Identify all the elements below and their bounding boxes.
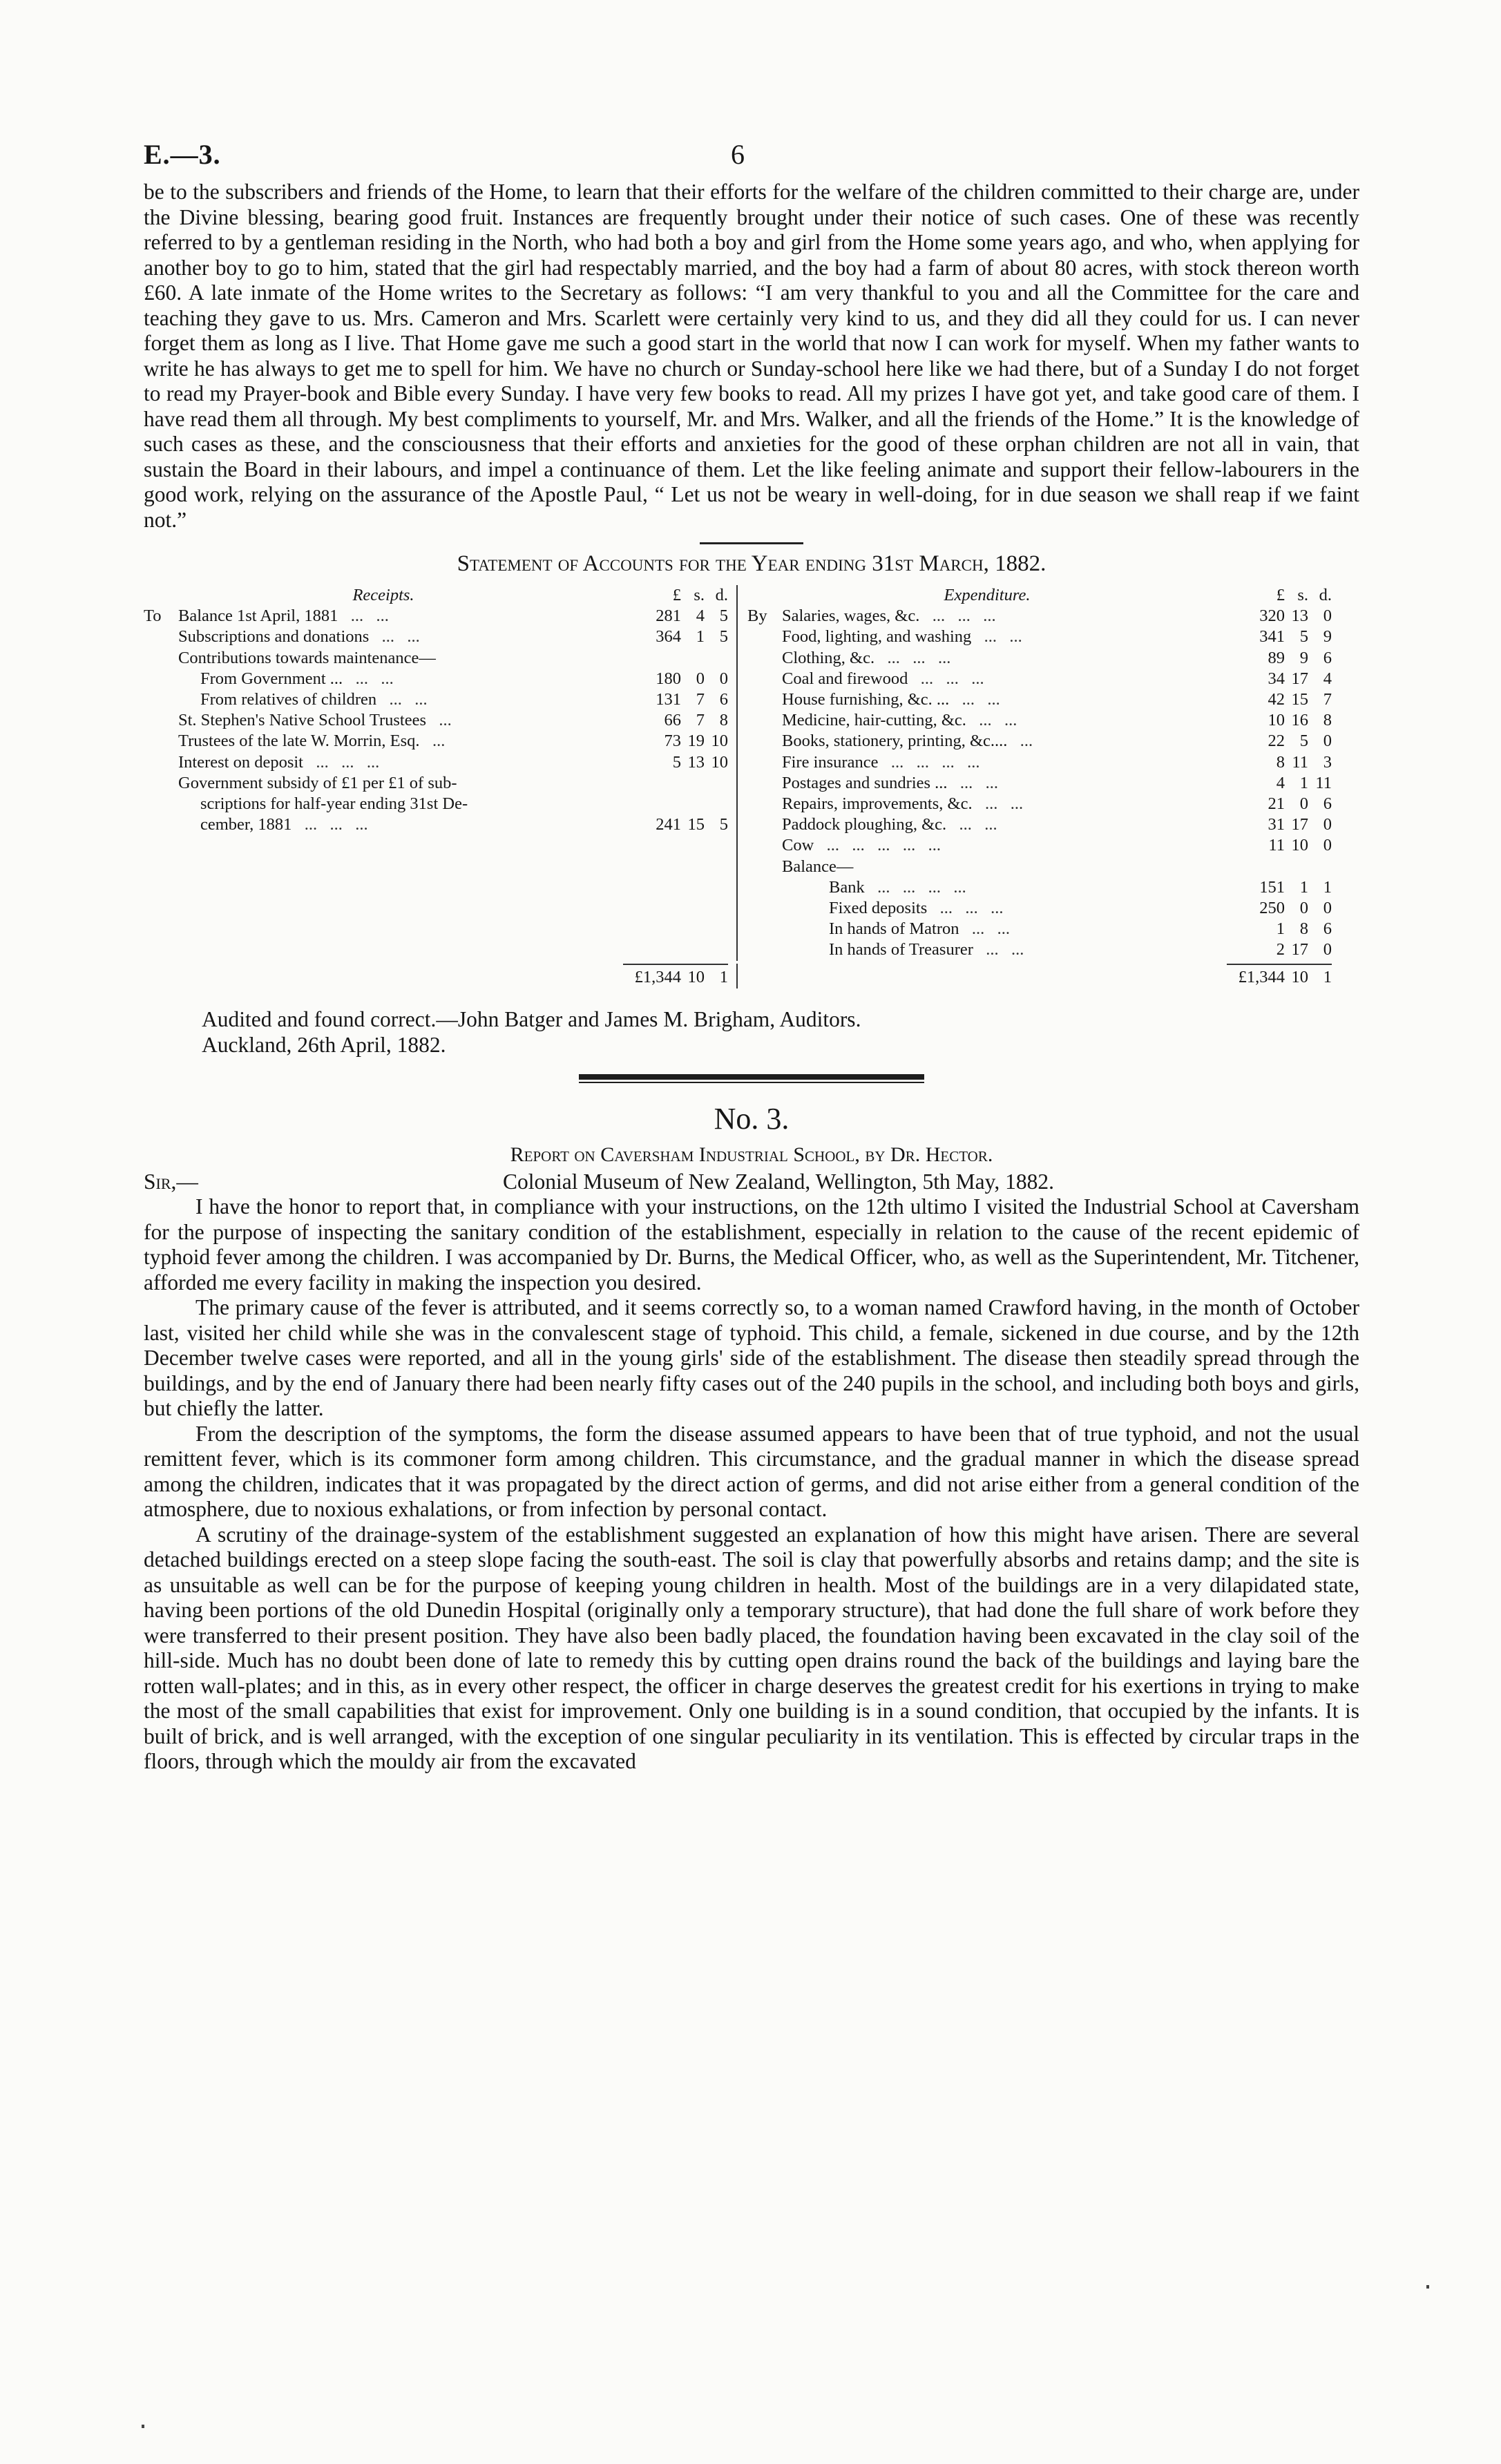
account-amount (623, 752, 728, 773)
row-text: House furnishing, &c. ... (782, 690, 950, 709)
account-label (747, 814, 1227, 835)
row-text: Repairs, improvements, &c. (782, 794, 973, 814)
amount-shillings (681, 773, 705, 794)
document-reference: E.—3. (144, 139, 221, 170)
account-amount (1227, 939, 1332, 960)
account-label (747, 752, 1227, 773)
expenditure-total-shillings: 10 (1291, 967, 1308, 986)
amount-pounds (1227, 857, 1285, 877)
leader-dots: ... (419, 732, 446, 751)
amount-shillings: 1 (1299, 773, 1308, 792)
amount-shillings: 13 (687, 752, 705, 772)
amount-shillings: 1 (1299, 877, 1308, 897)
amount-pounds (623, 773, 681, 794)
account-row (144, 752, 728, 773)
amount-pence: 0 (1323, 836, 1332, 855)
shillings-head: s. (1297, 586, 1308, 604)
account-label (144, 773, 623, 794)
amount-pence: 5 (719, 607, 728, 626)
account-amount (1227, 794, 1332, 814)
account-label (747, 877, 1227, 898)
audit-note (202, 1006, 1359, 1058)
amount-pounds: 22 (1268, 732, 1285, 751)
leader-dots: ... ... (946, 815, 997, 834)
amount-pence: 6 (1323, 919, 1332, 939)
amount-shillings: 0 (1299, 899, 1308, 918)
account-label (747, 919, 1227, 939)
amount-pence (705, 773, 728, 794)
account-label (747, 835, 1227, 856)
report-number: No. 3. (714, 1101, 790, 1136)
amount-pence: 8 (719, 711, 728, 730)
account-amount (1227, 898, 1332, 919)
leader-dots: ... ... (973, 940, 1024, 959)
account-amount (623, 627, 728, 647)
amount-shillings: 5 (1299, 732, 1308, 751)
salutation-line (144, 1169, 1359, 1195)
leader-dots: ... ... ... ... (864, 877, 966, 897)
amount-shillings: 19 (687, 732, 705, 751)
amount-pence: 0 (1323, 815, 1332, 834)
account-row (747, 794, 1332, 814)
amount-pounds: 131 (656, 690, 681, 709)
amount-shillings: 15 (687, 815, 705, 834)
expenditure-total-pence: 1 (1323, 967, 1332, 986)
section-divider (700, 542, 803, 544)
account-amount (623, 648, 728, 669)
row-text: Fixed deposits (829, 899, 928, 918)
amount-pence: 0 (1323, 607, 1332, 626)
amount-shillings (1285, 857, 1308, 877)
account-row (144, 710, 728, 731)
account-amount (1227, 627, 1332, 647)
account-amount (1227, 648, 1332, 669)
account-label (144, 689, 623, 710)
account-amount (623, 731, 728, 752)
amount-pence: 6 (719, 690, 728, 709)
leader-dots: ... ... ... ... ... (814, 836, 941, 855)
leader-dots: ... ... (971, 627, 1022, 647)
leader-dots: ... ... ... (927, 899, 1004, 918)
account-row (747, 689, 1332, 710)
leader-dots: ... ... (972, 794, 1024, 814)
receipts-heading: Receipts. (352, 586, 414, 604)
account-label (144, 669, 623, 689)
leader-dots: ... (426, 711, 452, 730)
account-label (747, 710, 1227, 731)
row-text: Government subsidy of £1 per £1 of sub- (178, 773, 457, 792)
account-amount (1227, 752, 1332, 773)
section-rule-thick (579, 1074, 924, 1080)
amount-pounds (623, 794, 681, 814)
pence-head: d. (715, 586, 728, 604)
row-text: Balance 1st April, 1881 (178, 607, 338, 626)
accounts-table (144, 585, 1332, 961)
leader-dots: ... ... (966, 711, 1017, 730)
account-row (144, 648, 728, 669)
row-text: From relatives of children (200, 690, 377, 709)
account-amount (1227, 877, 1332, 898)
amount-pounds: 341 (1259, 627, 1285, 647)
row-text: Subscriptions and donations (178, 627, 370, 647)
amount-shillings: 17 (1291, 815, 1308, 834)
amount-pence: 5 (719, 815, 728, 834)
row-text: Salaries, wages, &c. (782, 607, 920, 626)
expenditure-total-cell (738, 964, 1332, 989)
page-speck (142, 2425, 144, 2428)
salutation: Sir,— (144, 1169, 198, 1194)
amount-shillings: 0 (1299, 794, 1308, 814)
leader-dots: ... ... (369, 627, 420, 647)
account-label (747, 857, 1227, 877)
leader-dots: ... ... (376, 690, 428, 709)
account-row (144, 814, 728, 835)
receipts-total-cell (144, 964, 738, 989)
amount-shillings: 4 (696, 607, 705, 626)
row-text: From Government ... (200, 669, 343, 688)
expenditure-heading: Expenditure. (944, 586, 1031, 604)
amount-pence: 6 (1323, 648, 1332, 667)
amount-pence: 10 (711, 752, 728, 772)
receipts-total-pounds: £1,344 (634, 967, 682, 986)
amount-pounds: 42 (1268, 690, 1285, 709)
account-amount (1227, 669, 1332, 689)
leader-dots: ... ... ... ... (878, 752, 980, 772)
leader-dots: ... ... ... (291, 815, 368, 834)
accounts-totals (144, 964, 1332, 989)
account-amount (623, 669, 728, 689)
report-paragraph: I have the honor to report that, in compliance with your instructions, on the 12th ultimo I visited the Industrial School at Caversham for the purpose of inspecting the sanitary condition of the establishment, especially in relation to the cause of the recent epidemic of typhoid fever among the children. I was accompanied by Dr. Burns, the Medical Officer, who, as well as the Superintendent, Mr. Titchener, afforded me every facility in making the inspection you desired. (144, 1194, 1359, 1295)
account-label (144, 710, 623, 731)
expenditure-header (747, 585, 1332, 606)
amount-pence: 1 (1323, 877, 1332, 897)
receipts-total (623, 964, 728, 989)
amount-shillings: 17 (1291, 940, 1308, 959)
amount-pence: 0 (1323, 940, 1332, 959)
account-row (747, 669, 1332, 689)
row-text: St. Stephen's Native School Trustees (178, 711, 426, 730)
account-row (144, 731, 728, 752)
row-text: Fire insurance (782, 752, 879, 772)
row-prefix: To (144, 607, 162, 626)
leader-dots: ... ... ... (908, 669, 984, 688)
amount-pence (705, 794, 728, 814)
account-label (144, 648, 623, 669)
account-label (747, 939, 1227, 960)
account-label (747, 606, 1227, 627)
account-row (144, 669, 728, 689)
amount-pounds: 180 (656, 669, 681, 688)
account-row (747, 606, 1332, 627)
account-row (747, 835, 1332, 856)
account-amount (623, 606, 728, 627)
report-paragraph: From the description of the symptoms, the form the disease assumed appears to have been that of true typhoid, and not the usual remittent fever, which is its commoner form among children. This circumstance, and the gradual manner in which the disease spread among the children, indicates that it was propagated by the direct action of germs, and did not arise either from a general condition of the atmosphere, due to noxious exhalations, or from infection by personal contact. (144, 1421, 1359, 1522)
receipts-total-shillings: 10 (687, 967, 705, 986)
account-label (144, 794, 623, 814)
amount-shillings: 7 (696, 711, 705, 730)
row-text: Trustees of the late W. Morrin, Esq. (178, 732, 420, 751)
audit-line: Audited and found correct.—John Batger and James M. Brigham, Auditors. (202, 1006, 861, 1031)
pounds-head: £ (1276, 586, 1285, 604)
row-text: Medicine, hair-cutting, &c. (782, 711, 966, 730)
page-speck (1426, 2285, 1429, 2289)
account-amount (1227, 919, 1332, 939)
amount-pounds: 11 (1268, 836, 1285, 855)
account-row (747, 814, 1332, 835)
account-row (747, 627, 1332, 647)
amount-pounds: 10 (1268, 711, 1285, 730)
amount-pounds: 66 (664, 711, 681, 730)
amount-shillings: 8 (1299, 919, 1308, 939)
document-page (144, 138, 1359, 1775)
row-text: Food, lighting, and washing (782, 627, 972, 647)
leader-dots: ... (1007, 732, 1033, 751)
leader-dots: ... ... (959, 919, 1010, 939)
account-amount (1227, 710, 1332, 731)
account-row (747, 857, 1332, 877)
account-amount (623, 689, 728, 710)
amount-pounds: 34 (1268, 669, 1285, 688)
amount-pence: 0 (1323, 732, 1332, 751)
amount-pence: 4 (1323, 669, 1332, 688)
leader-dots: ... ... (338, 607, 389, 626)
amount-pounds: 8 (1276, 752, 1285, 772)
leader-dots: ... ... (947, 773, 999, 792)
expenditure-total (1227, 964, 1332, 989)
amount-pence: 3 (1323, 752, 1332, 772)
amount-pounds (623, 648, 681, 669)
report-paragraph: The primary cause of the fever is attributed, and it seems correctly so, to a woman named Crawford having, in the month of October last, visited her child while she was in the convalescent stage of typhoid. This child, a female, sickened in due course, and by the 12th December twelve cases were reported, and all in the young girls' side of the establishment. The disease then steadily spread through the buildings, and by the end of January there had been nearly fifty cases out of the 240 pupils in the school, and including both boys and girls, but chiefly the latter. (144, 1295, 1359, 1421)
amount-pence: 11 (1315, 773, 1332, 792)
account-row (144, 794, 728, 814)
amount-pence: 9 (1323, 627, 1332, 647)
account-row (747, 710, 1332, 731)
row-text: In hands of Treasurer (829, 940, 973, 959)
statement-title: Statement of Accounts for the Year ending 31st March, 1882. (457, 551, 1046, 576)
account-row (747, 731, 1332, 752)
row-text: Coal and firewood (782, 669, 908, 688)
account-amount (1227, 814, 1332, 835)
row-text: Books, stationery, printing, &c.... (782, 732, 1008, 751)
amount-shillings: 9 (1299, 648, 1308, 667)
account-label (747, 669, 1227, 689)
amount-pounds: 21 (1268, 794, 1285, 814)
leader-dots: ... ... (343, 669, 394, 688)
account-label (144, 606, 623, 627)
row-text: Bank (829, 877, 865, 897)
account-label (747, 794, 1227, 814)
audit-place-date: Auckland, 26th April, 1882. (202, 1032, 446, 1057)
row-text: Postages and sundries ... (782, 773, 948, 792)
account-amount (623, 794, 728, 814)
row-text: Balance— (782, 857, 854, 876)
amount-pence: 10 (711, 732, 728, 751)
account-label (747, 627, 1227, 647)
amount-pounds: 31 (1268, 815, 1285, 834)
leader-dots: ... ... (949, 690, 1000, 709)
page-header (144, 138, 1359, 180)
account-label (144, 752, 623, 773)
account-row (144, 689, 728, 710)
amount-pounds: 151 (1259, 877, 1285, 897)
leader-dots: ... ... ... (919, 607, 996, 626)
receipts-header (144, 585, 728, 606)
amount-shillings: 10 (1291, 836, 1308, 855)
account-label (144, 731, 623, 752)
account-amount (1227, 857, 1332, 877)
amount-pounds: 250 (1259, 899, 1285, 918)
receipts-rows (144, 606, 728, 835)
account-row (144, 606, 728, 627)
leader-dots: ... ... ... (874, 648, 951, 667)
expenditure-rows (747, 606, 1332, 960)
amount-pounds: 281 (656, 607, 681, 626)
amount-pounds: 241 (656, 815, 681, 834)
account-amount (1227, 773, 1332, 794)
amount-shillings: 16 (1291, 711, 1308, 730)
row-text: cember, 1881 (200, 815, 292, 834)
amount-pounds: 1 (1276, 919, 1285, 939)
row-text: Contributions towards maintenance— (178, 648, 436, 667)
section-rule-thin (579, 1082, 924, 1083)
account-row (144, 627, 728, 647)
account-row (747, 752, 1332, 773)
amount-pounds: 364 (656, 627, 681, 647)
amount-pounds: 89 (1268, 648, 1285, 667)
account-row (747, 919, 1332, 939)
amount-pence: 0 (719, 669, 728, 688)
row-text: Clothing, &c. (782, 648, 875, 667)
account-label (747, 731, 1227, 752)
receipts-total-pence: 1 (719, 967, 729, 986)
amount-shillings: 0 (696, 669, 705, 688)
account-amount (1227, 689, 1332, 710)
amount-pence (705, 648, 728, 669)
amount-shillings: 5 (1299, 627, 1308, 647)
amount-pounds: 4 (1276, 773, 1285, 792)
amount-pence: 0 (1323, 899, 1332, 918)
amount-pounds: 2 (1276, 940, 1285, 959)
intro-paragraph: be to the subscribers and friends of the Home, to learn that their efforts for the welfare of the children committed to their charge are, under the Divine blessing, bearing good fruit. Instances are frequently brought under their notice of such cases. One of these was recently referred to by a gentleman residing in the North, who had both a boy and girl from the Home some years ago, and who, when applying for another boy to go to him, stated that the girl had respectably married, and the boy had a farm of about 80 acres, with stock thereon worth £60. A late inmate of the Home writes to the Secretary as follows: “I am very thankful to you and all the Committee for the care and teaching they gave to us. Mrs. Cameron and Mrs. Scarlett were certainly very kind to us, and they did all they could for us. I can never forget them as long as I live. That Home gave me such a good start in the world that now I can work for myself. When my father wants to write he has always to get me to spell for him. We have no church or Sunday-school here like we had there, but of a Sunday I do not forget to read my Prayer-book and Bible every Sunday. I have very few books to read. All my prizes I have got yet, and take good care of them. I have read them all through. My best compliments to yourself, Mr. and Mrs. Walker, and all the friends of the Home.” It is the knowledge of such cases as these, and the consciousness that their efforts and anxieties for the good of these orphan children are not all in vain, that sustain the Board in their labours, and impel a continuance of them. Let the like feeling animate and support their fellow-labourers in the good work, relying on the assurance of the Apostle Paul, “ Let us not be weary in well-doing, for in due season we shall reap if we faint not.” (144, 180, 1359, 532)
amount-shillings: 1 (696, 627, 705, 647)
amount-pence: 8 (1323, 711, 1332, 730)
account-row (747, 877, 1332, 898)
account-row (747, 648, 1332, 669)
account-label (144, 627, 623, 647)
account-row (144, 773, 728, 794)
row-text: Paddock ploughing, &c. (782, 815, 947, 834)
report-paragraph: A scrutiny of the drainage-system of the establishment suggested an explanation of how this might have arisen. There are several detached buildings erected on a steep slope facing the south-east. The soil is clay that powerfully absorbs and retains damp; and the site is as unsuitable as well can be for the purpose of keeping young children in health. Most of the buildings are in a very dilapidated state, having been portions of the old Dunedin Hospital (originally only a temporary structure), that had done the full share of work before they were transferred to their present position. They have also been badly placed, the foundation having been excavated in the clay soil of the hill-side. Much has no doubt been done of late to remedy this by cutting open drains round the back of the buildings and laying bare the rotten wall-plates; and in this, as in every other respect, the officer in charge deserves the greatest credit for his exertions in trying to make the most of the small capabilities that exist for improvement. Only one building is in a sound condition, that occupied by the infants. It is built of brick, and is well arranged, with the exception of one singular peculiarity in its ventilation. This is effected by circular traps in the floors, through which the mouldy air from the excavated (144, 1522, 1359, 1774)
account-label (747, 898, 1227, 919)
expenditure-column (738, 585, 1332, 961)
amount-shillings: 7 (696, 690, 705, 709)
account-label (747, 689, 1227, 710)
amount-pence: 6 (1323, 794, 1332, 814)
account-label (747, 648, 1227, 669)
account-amount (1227, 835, 1332, 856)
amount-shillings: 15 (1291, 690, 1308, 709)
account-amount (1227, 606, 1332, 627)
report-location-date: Colonial Museum of New Zealand, Wellington, 5th May, 1882. (503, 1169, 1054, 1194)
pounds-head: £ (672, 586, 681, 604)
row-text: scriptions for half-year ending 31st De- (200, 794, 468, 814)
amount-shillings: 11 (1292, 752, 1308, 772)
row-text: Interest on deposit (178, 752, 303, 772)
amount-shillings: 17 (1291, 669, 1308, 688)
row-text: In hands of Matron (829, 919, 959, 939)
amount-pounds: 320 (1259, 607, 1285, 626)
account-amount (623, 710, 728, 731)
amount-pounds: 5 (672, 752, 681, 772)
row-prefix: By (747, 607, 767, 626)
amount-pence: 5 (719, 627, 728, 647)
report-title: Report on Caversham Industrial School, by Dr. Hector. (510, 1143, 993, 1166)
leader-dots: ... ... ... (303, 752, 380, 772)
page-number: 6 (731, 139, 745, 170)
account-label (144, 814, 623, 835)
account-row (747, 939, 1332, 960)
receipts-column (144, 585, 738, 961)
row-text: Cow (782, 836, 814, 855)
amount-pence (1308, 857, 1332, 877)
amount-shillings (681, 794, 705, 814)
shillings-head: s. (694, 586, 705, 604)
expenditure-total-pounds: £1,344 (1238, 967, 1285, 986)
account-amount (623, 814, 728, 835)
pence-head: d. (1319, 586, 1332, 604)
account-amount (1227, 731, 1332, 752)
amount-pounds: 73 (664, 732, 681, 751)
account-row (747, 898, 1332, 919)
amount-pence: 7 (1323, 690, 1332, 709)
amount-shillings (681, 648, 705, 669)
account-label (747, 773, 1227, 794)
account-amount (623, 773, 728, 794)
account-row (747, 773, 1332, 794)
amount-shillings: 13 (1291, 607, 1308, 626)
